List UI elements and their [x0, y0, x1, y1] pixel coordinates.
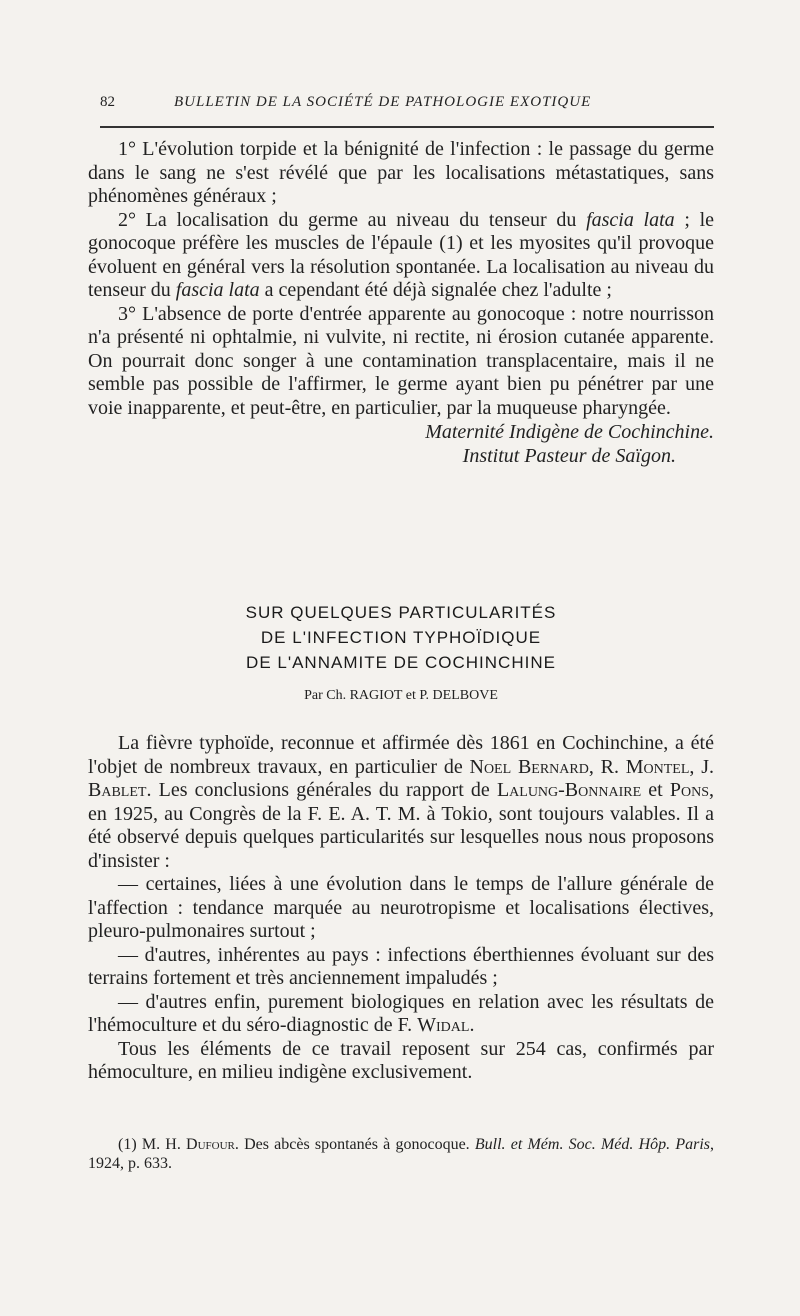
page-number: 82	[100, 94, 115, 110]
title-line-1: SUR QUELQUES PARTICULARITÉS	[245, 603, 557, 622]
footnote-text: (1) M. H. Dufour. Des abcès spontanés à gonocoque. Bull. et Mém. Soc. Méd. Hôp. Paris, 1924, p. 633.	[88, 1136, 715, 1172]
signature-institution-2: Institut Pasteur de Saïgon.	[462, 445, 676, 467]
article-byline: Par Ch. RAGIOT et P. DELBOVE	[304, 688, 498, 703]
emphasis: fascia lata	[175, 279, 260, 301]
paragraph-2: 2° La localisation du germe au niveau du tenseur du fascia lata ; le gonocoque préfère les muscles de l'épaule (1) et les myosites qu'il provoque évoluent en général vers la résolution spontanée. La localisation au niveau du tenseur du fascia lata a cependant été déjà signalée chez l'adulte ;	[88, 208, 715, 301]
paragraph-3: 3° L'absence de porte d'entrée apparente au gonocoque : notre nourrisson n'a présenté ni ophtalmie, ni vulvite, ni rectite, ni érosion cutanée apparente. On pourrait donc songer à une contamination transplacentaire, mais il ne semble pas possible de l'affirmer, le germe ayant bien pu pénétrer par une voie inapparente, et peut-être, en particulier, par la muqueuse pharyngée.	[88, 302, 714, 419]
running-title: BULLETIN DE LA SOCIÉTÉ DE PATHOLOGIE EXOTIQUE	[174, 94, 592, 110]
title-line-2: DE L'INFECTION TYPHOÏDIQUE	[260, 628, 542, 647]
signature-institution-1: Maternité Indigène de Cochinchine.	[425, 421, 714, 443]
paragraph-1: 1° L'évolution torpide et la bénignité de l'infection : le passage du germe dans le sang ne s'est révélé que par les localisations métastatiques, sans phénomènes généraux ;	[88, 138, 714, 207]
article-body	[88, 732, 714, 1085]
article-paragraph-5: Tous les éléments de ce travail reposent sur 254 cas, confirmés par hémoculture, en milieu indigène exclusivement.	[88, 1037, 714, 1083]
title-line-3: DE L'ANNAMITE DE COCHINCHINE	[246, 653, 556, 672]
emphasis: fascia lata	[586, 208, 675, 231]
article-paragraph-1: La fièvre typhoïde, reconnue et affirmée dès 1861 en Cochinchine, a été l'objet de nombreux travaux, en particulier de Noel Bernard, R. Montel, J. Bablet. Les conclusions générales du rapport de Lalung-Bonnaire et Pons, en 1925, au Congrès de la F. E. A. T. M. à Tokio, sont toujours valables. Il a été observé depuis quelques particularités sur lesquelles nous nous proposons d'insister :	[88, 732, 715, 872]
article-paragraph-4: — d'autres enfin, purement biologiques en relation avec les résultats de l'hémoculture et du séro-diagnostic de F. Widal.	[88, 990, 714, 1036]
section-conclusions	[88, 138, 714, 468]
footnote	[88, 1135, 714, 1173]
page-header	[100, 92, 714, 118]
article-title	[88, 600, 714, 675]
article-paragraph-2: — certaines, liées à une évolution dans le temps de l'allure générale de l'affection : tendance marquée au neurotropisme et localisations électives, pleuro-pulmonaires surtout ;	[88, 873, 714, 942]
header-rule	[100, 126, 714, 128]
article-paragraph-3: — d'autres, inhérentes au pays : infections éberthiennes évoluant sur des terrains fortement et très anciennement impaludés ;	[88, 943, 714, 989]
